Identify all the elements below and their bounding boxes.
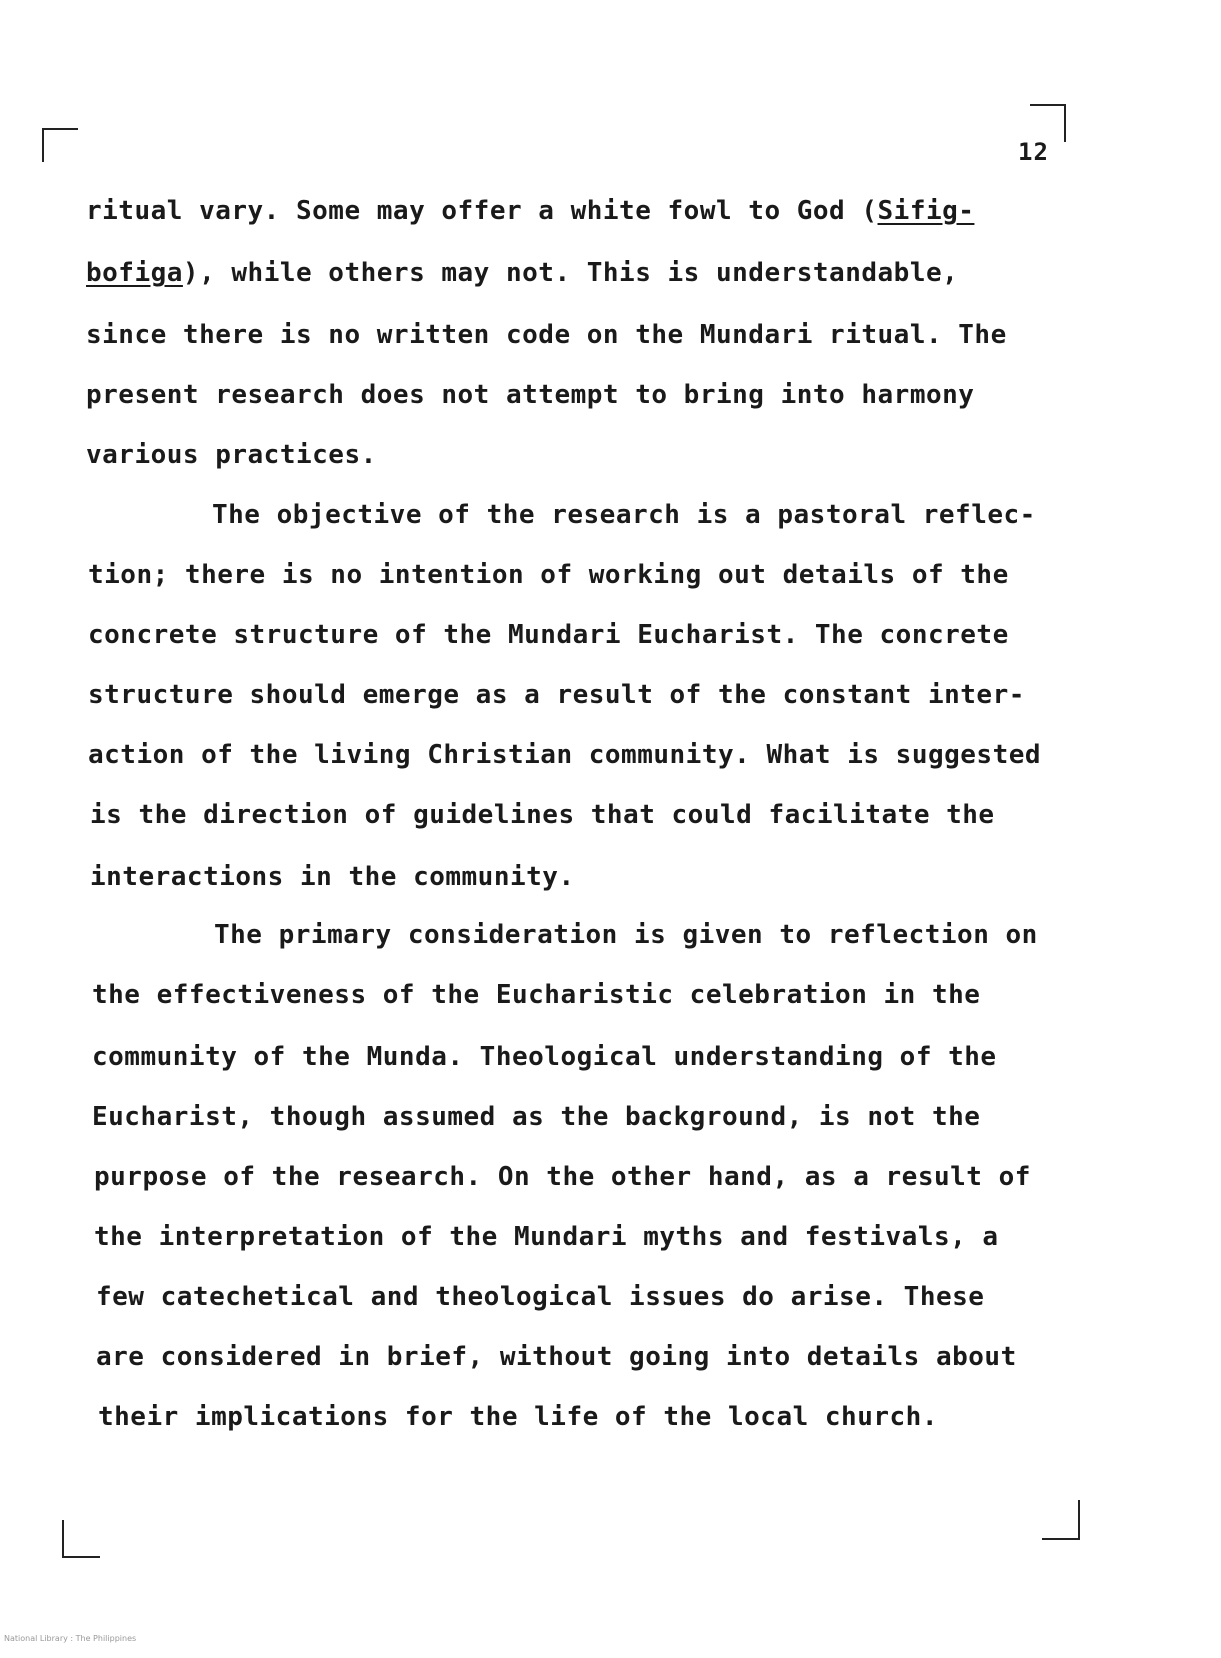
text-segment: purpose of the research. On the other hand, as a result of: [94, 1162, 1031, 1192]
text-segment: The objective of the research is a pastoral reflec-: [212, 500, 1036, 530]
text-segment: interactions in the community.: [90, 862, 575, 892]
text-line: [94, 1162, 1031, 1192]
text-line: [88, 740, 1041, 770]
text-segment: tion; there is no intention of working out details of the: [88, 560, 1009, 590]
text-segment: ), while others may not. This is understandable,: [182, 258, 959, 288]
text-line: [88, 680, 1025, 710]
page-number: 12: [1018, 138, 1049, 166]
text-line: [90, 800, 995, 830]
text-line: [86, 380, 974, 410]
text-segment: few catechetical and theological issues do arise. These: [96, 1282, 985, 1312]
text-segment: action of the living Christian community. What is suggested: [88, 740, 1042, 770]
text-line: [92, 1042, 997, 1072]
crop-mark-top-left: [42, 128, 78, 162]
text-segment: the interpretation of the Mundari myths and festivals, a: [94, 1222, 999, 1252]
text-segment: is the direction of guidelines that could facilitate the: [90, 800, 995, 830]
text-line: [94, 1222, 999, 1252]
text-line: [86, 320, 1007, 350]
text-line: [86, 196, 974, 226]
text-line: [86, 258, 958, 288]
text-line: [86, 440, 377, 470]
text-segment: present research does not attempt to bring into harmony: [86, 380, 975, 410]
underlined-term: Sifig-: [877, 196, 975, 226]
text-line: [88, 560, 1009, 590]
text-line: [96, 1282, 984, 1312]
text-line: [214, 920, 1038, 950]
text-segment: are considered in brief, without going into details about: [96, 1342, 1017, 1372]
text-segment: ritual vary. Some may offer a white fowl to God (: [86, 196, 878, 226]
crop-mark-bottom-left: [62, 1520, 100, 1558]
text-segment: concrete structure of the Mundari Eucharist. The concrete: [88, 620, 1009, 650]
text-line: [92, 980, 980, 1010]
text-segment: The primary consideration is given to reflection on: [214, 920, 1038, 950]
text-segment: the effectiveness of the Eucharistic celebration in the: [92, 980, 981, 1010]
text-segment: structure should emerge as a result of the constant inter-: [88, 680, 1025, 710]
text-line: [90, 862, 575, 892]
text-line: [212, 500, 1036, 530]
text-line: [96, 1342, 1017, 1372]
text-segment: various practices.: [86, 440, 377, 470]
crop-mark-bottom-right: [1042, 1500, 1080, 1540]
text-segment: Eucharist, though assumed as the background, is not the: [92, 1102, 981, 1132]
text-line: [98, 1402, 938, 1432]
crop-mark-top-right: [1030, 104, 1066, 142]
text-segment: community of the Munda. Theological understanding of the: [92, 1042, 997, 1072]
text-segment: their implications for the life of the local church.: [98, 1402, 938, 1432]
text-segment: since there is no written code on the Mundari ritual. The: [86, 320, 1007, 350]
text-line: [88, 620, 1009, 650]
text-line: [92, 1102, 980, 1132]
scan-footer: National Library : The Philippines: [4, 1634, 137, 1643]
underlined-term: bofiga: [86, 258, 183, 288]
